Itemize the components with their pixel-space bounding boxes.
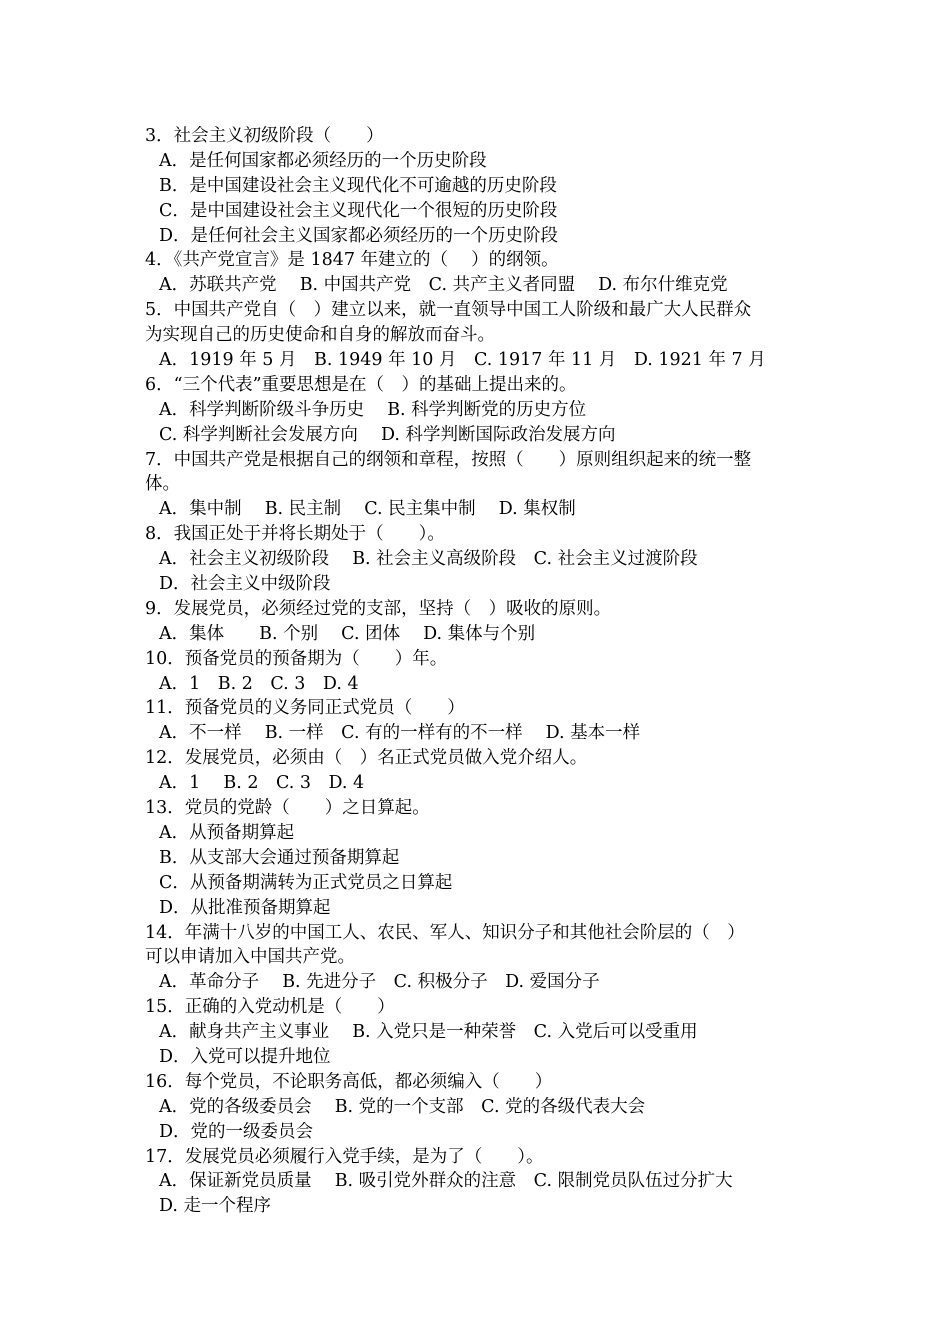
answer-options-line: A．从预备期算起	[159, 822, 295, 843]
question-text-line: 5．中国共产党自（ ）建立以来，就一直领导中国工人阶级和最广大人民群众	[145, 300, 752, 321]
answer-options-line: A．是任何国家都必须经历的一个历史阶段	[159, 150, 487, 171]
answer-options-line: A．社会主义初级阶段 B. 社会主义高级阶段 C. 社会主义过渡阶段	[159, 549, 698, 570]
question-text-line: 体。	[145, 474, 180, 495]
answer-options-line: D. 走一个程序	[159, 1196, 272, 1217]
question-text-line: 11．预备党员的义务同正式党员（ ）	[145, 698, 465, 719]
question-text-line: 13．党员的党龄（ ）之日算起。	[145, 798, 430, 819]
question-text-line: 9．发展党员，必须经过党的支部，坚持（ ）吸收的原则。	[145, 598, 612, 619]
question-text-line: 6．“三个代表”重要思想是在（ ）的基础上提出来的。	[145, 374, 577, 395]
answer-options-line: A．1 B. 2 C. 3 D. 4	[159, 773, 365, 794]
question-text-line: 17．发展党员必须履行入党手续，是为了（ ）。	[145, 1146, 544, 1167]
answer-options-line: D．从批准预备期算起	[159, 897, 331, 918]
answer-options-line: D．社会主义中级阶段	[159, 574, 331, 595]
answer-options-line: D．是任何社会主义国家都必须经历的一个历史阶段	[159, 225, 559, 246]
answer-options-line: D．党的一级委员会	[159, 1121, 314, 1142]
question-text-line: 7．中国共产党是根据自己的纲领和章程，按照（ ）原则组织起来的统一整	[145, 449, 752, 470]
answer-options-line: B．从支部大会通过预备期算起	[159, 847, 400, 868]
answer-options-line: D．入党可以提升地位	[159, 1046, 331, 1067]
answer-options-line: A．集体 B. 个别 C. 团体 D. 集体与个别	[159, 623, 536, 644]
answer-options-line: A．科学判断阶级斗争历史 B. 科学判断党的历史方位	[159, 399, 587, 420]
question-text-line: 4．《共产党宣言》是 1847 年建立的（ ）的纲领。	[145, 250, 559, 271]
answer-options-line: A．党的各级委员会 B. 党的一个支部 C. 党的各级代表大会	[159, 1096, 646, 1117]
answer-options-line: A．保证新党员质量 B. 吸引党外群众的注意 C. 限制党员队伍过分扩大	[159, 1171, 733, 1192]
answer-options-line: A．1919 年 5 月 B. 1949 年 10 月 C. 1917 年 11 月 D. 1921 年 7 月	[159, 350, 766, 371]
answer-options-line: A．不一样 B. 一样 C. 有的一样有的不一样 D. 基本一样	[159, 723, 641, 744]
answer-options-line: A．献身共产主义事业 B. 入党只是一种荣誉 C. 入党后可以受重用	[159, 1022, 698, 1043]
question-text-line: 8．我国正处于并将长期处于（ ）。	[145, 524, 445, 545]
question-text-line: 10．预备党员的预备期为（ ）年。	[145, 648, 448, 669]
answer-options-line: B．是中国建设社会主义现代化不可逾越的历史阶段	[159, 175, 557, 196]
question-text-line: 可以申请加入中国共产党。	[145, 947, 355, 968]
question-text-line: 为实现自己的历史使命和自身的解放而奋斗。	[145, 325, 495, 346]
answer-options-line: A．革命分子 B. 先进分子 C. 积极分子 D. 爱国分子	[159, 972, 600, 993]
answer-options-line: C．是中国建设社会主义现代化一个很短的历史阶段	[159, 200, 558, 221]
question-text-line: 16．每个党员，不论职务高低，都必须编入（ ）	[145, 1071, 553, 1092]
question-list	[145, 124, 815, 1219]
question-text-line: 14．年满十八岁的中国工人、农民、军人、知识分子和其他社会阶层的（ ）	[145, 922, 745, 943]
question-text-line: 15．正确的入党动机是（ ）	[145, 997, 395, 1018]
answer-options-line: A．1 B. 2 C. 3 D. 4	[159, 673, 359, 694]
answer-options-line: C. 科学判断社会发展方向 D. 科学判断国际政治发展方向	[159, 424, 616, 445]
answer-options-line: A．集中制 B. 民主制 C. 民主集中制 D. 集权制	[159, 499, 576, 520]
answer-options-line: A．苏联共产党 B. 中国共产党 C. 共产主义者同盟 D. 布尔什维克党	[159, 275, 728, 296]
answer-options-line: C．从预备期满转为正式党员之日算起	[159, 872, 453, 893]
question-text-line: 3．社会主义初级阶段（ ）	[145, 126, 384, 146]
question-text-line: 12．发展党员，必须由（ ）名正式党员做入党介绍人。	[145, 748, 588, 769]
